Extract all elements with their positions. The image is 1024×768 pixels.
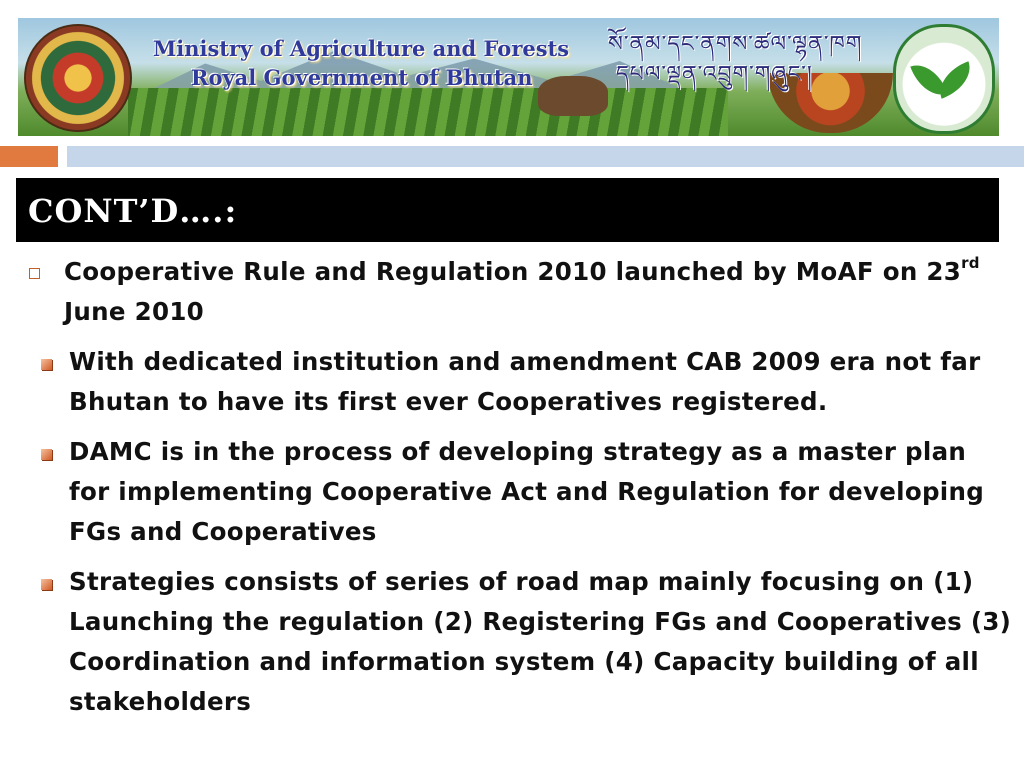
- bullet-text: Cooperative Rule and Regulation 2010 launched by MoAF on 23: [64, 257, 962, 286]
- tibetan-title: [608, 30, 862, 90]
- bullet-text: Strategies consists of series of road map mainly focusing on (1) Launching the regulation (2) Registering FGs and Cooperatives (3) Coordination and information system (4) Capacity building of all stakeholders: [69, 567, 1012, 716]
- ministry-leaf-logo-icon: [893, 24, 995, 134]
- ordinal-suffix: rd: [961, 253, 980, 272]
- header-banner: [18, 18, 999, 136]
- square-bullet-icon: [41, 579, 52, 590]
- tibetan-line-2: དཔལ་ལྡན་འབྲུག་གཞུང་།: [616, 62, 813, 87]
- ministry-name: Ministry of Agriculture and Forests: [153, 36, 570, 61]
- hollow-square-bullet-icon: [29, 268, 40, 279]
- square-bullet-icon: [41, 449, 52, 460]
- accent-bar-orange: [0, 146, 58, 167]
- tibetan-line-1: སོ་ནམ་དང་ནགས་ཚལ་ལྷན་ཁག: [608, 32, 863, 57]
- list-item: [69, 562, 1014, 722]
- list-item: [69, 342, 1019, 422]
- bullet-text: DAMC is in the process of developing strategy as a master plan for implementing Cooperative Act and Regulation for developing FGs and Cooperatives: [69, 437, 985, 546]
- government-name: Royal Government of Bhutan: [191, 65, 533, 90]
- list-item: [64, 252, 1019, 332]
- square-bullet-icon: [41, 359, 52, 370]
- bullet-text-end: June 2010: [64, 297, 205, 326]
- banner-fields: [128, 88, 728, 136]
- accent-bar-blue: [67, 146, 1024, 167]
- slide-title-bar: [16, 178, 999, 242]
- royal-emblem-icon: [24, 24, 132, 132]
- list-item: [69, 432, 989, 552]
- bullet-text: With dedicated institution and amendment CAB 2009 era not far Bhutan to have its first ever Cooperatives registered.: [69, 347, 981, 416]
- slide-title: CONT’D….:: [28, 192, 238, 230]
- ministry-title: [153, 34, 569, 92]
